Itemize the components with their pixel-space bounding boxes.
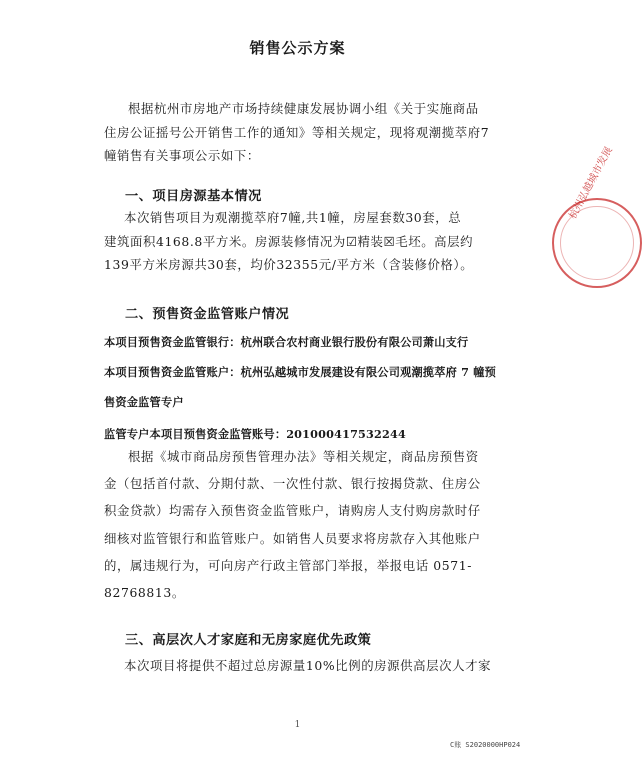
section-3-paragraph — [104, 654, 504, 678]
supervision-bank-line: 本项目预售资金监管银行：杭州联合农村商业银行股份有限公司萧山支行 — [104, 335, 469, 349]
section-2-line: 细核对监管银行和监管账户。如销售人员要求将房款存入其他账户 — [104, 530, 481, 546]
intro-line: 住房公证摇号公开销售工作的通知》等相关规定，现将观潮揽萃府7 — [104, 124, 490, 140]
section-3-heading: 三、高层次人才家庭和无房家庭优先政策 — [125, 633, 372, 648]
page-number: 1 — [294, 720, 301, 730]
intro-paragraph — [104, 97, 504, 168]
supervision-account-number: 监管专户本项目预售资金监管账号：201000417532244 — [104, 427, 406, 441]
footer-code: C账 S2020000HP024 — [450, 741, 521, 749]
section-1-line: 本次销售项目为观潮揽萃府7幢,共1幢，房屋套数30套，总 — [124, 210, 462, 225]
company-seal-stamp — [552, 145, 642, 288]
section-2-line: 金（包括首付款、分期付款、一次性付款、银行按揭贷款、住房公 — [104, 476, 481, 492]
section-2-line: 的，属违规行为，可向房产行政主管部门举报，举报电话 0571- — [104, 557, 473, 573]
section-3-line: 本次项目将提供不超过总房源量10%比例的房源供高层次人才家 — [124, 658, 492, 673]
section-2-line: 根据《城市商品房预售管理办法》等相关规定，商品房预售资 — [128, 449, 479, 464]
section-2-line: 积金贷款）均需存入预售资金监管账户，请购房人支付购房款时仔 — [104, 503, 481, 519]
section-1-line: 建筑面积4168.8平方米。房源装修情况为☑精装☒毛坯。高层约 — [104, 233, 474, 249]
section-2-paragraph — [104, 443, 504, 606]
section-2-line: 82768813。 — [104, 585, 185, 601]
page-title: 销售公示方案 — [249, 39, 346, 57]
supervision-account-line: 本项目预售资金监管账户：杭州弘越城市发展建设有限公司观潮揽萃府 7 幢预 — [104, 365, 496, 379]
supervision-account-line-cont: 售资金监管专户 — [104, 395, 184, 409]
section-1-heading: 一、项目房源基本情况 — [125, 189, 262, 204]
section-2-heading: 二、预售资金监管账户情况 — [125, 307, 290, 322]
intro-line: 根据杭州市房地产市场持续健康发展协调小组《关于实施商品 — [128, 101, 479, 116]
section-1-paragraph — [104, 206, 504, 277]
section-1-line: 139平方米房源共30套，均价32355元/平方米（含装修价格）。 — [104, 257, 474, 272]
seal-text: 杭州弘越城市发展 — [567, 145, 615, 222]
intro-line: 幢销售有关事项公示如下： — [104, 148, 260, 163]
